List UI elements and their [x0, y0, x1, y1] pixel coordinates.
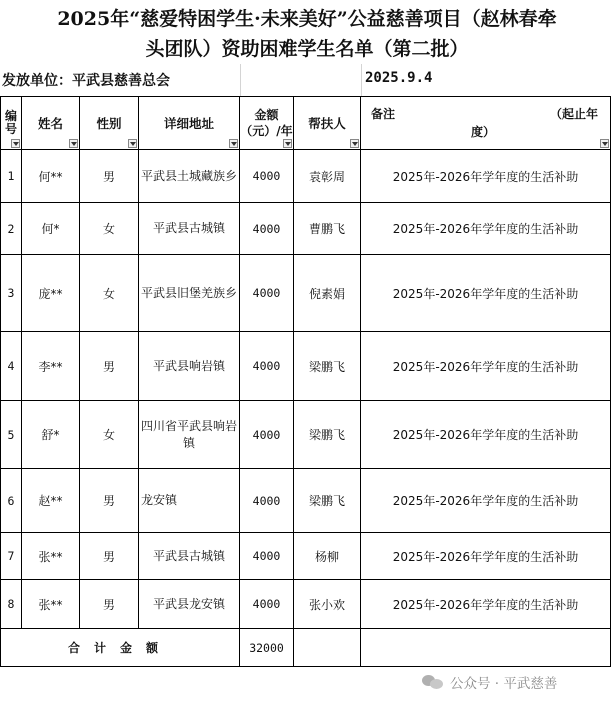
student-address: 龙安镇 — [139, 469, 240, 533]
title-line-2: 头团队）资助困难学生名单（第二批） — [145, 38, 469, 60]
header-gender[interactable] — [80, 97, 139, 150]
header-name-label: 姓名 — [37, 116, 63, 131]
grid-line — [361, 64, 362, 96]
student-gender: 女 — [80, 203, 139, 255]
aid-amount: 4000 — [240, 203, 294, 255]
helper-name: 杨柳 — [294, 533, 361, 580]
table-row — [1, 255, 611, 332]
helper-name: 曹鹏飞 — [294, 203, 361, 255]
table-row — [1, 332, 611, 401]
student-address: 平武县旧堡羌族乡 — [139, 255, 240, 332]
aid-amount: 4000 — [240, 332, 294, 401]
student-gender: 男 — [80, 533, 139, 580]
student-name: 张** — [22, 533, 80, 580]
wechat-icon — [422, 675, 444, 689]
watermark — [422, 672, 557, 692]
helper-name: 张小欢 — [294, 580, 361, 629]
header-address-label: 详细地址 — [163, 116, 214, 131]
student-gender: 男 — [80, 332, 139, 401]
filter-dropdown-icon[interactable] — [11, 139, 20, 148]
document-title — [0, 4, 614, 64]
aid-amount: 4000 — [240, 580, 294, 629]
header-remark[interactable] — [361, 97, 611, 150]
helper-name: 梁鹏飞 — [294, 469, 361, 533]
header-no[interactable] — [1, 97, 22, 150]
watermark-text: 公众号 · 平武慈善 — [450, 676, 558, 692]
aid-amount: 4000 — [240, 255, 294, 332]
remark-text: 2025年-2026年学年度的生活补助 — [361, 401, 611, 469]
remark-text: 2025年-2026年学年度的生活补助 — [361, 203, 611, 255]
header-remark-range: （起止年 — [549, 107, 598, 121]
total-helper-cell — [294, 629, 361, 667]
student-name: 何** — [22, 150, 80, 203]
student-address: 四川省平武县响岩镇 — [139, 401, 240, 469]
helper-name: 梁鹏飞 — [294, 401, 361, 469]
remark-text: 2025年-2026年学年度的生活补助 — [361, 332, 611, 401]
student-gender: 男 — [80, 150, 139, 203]
student-name: 庞** — [22, 255, 80, 332]
header-name[interactable] — [22, 97, 80, 150]
filter-dropdown-icon[interactable] — [600, 139, 609, 148]
row-number: 5 — [1, 401, 22, 469]
total-remark-cell — [361, 629, 611, 667]
student-name: 舒* — [22, 401, 80, 469]
issuer-label: 发放单位：平武县慈善总会 — [2, 73, 170, 89]
student-name: 何* — [22, 203, 80, 255]
remark-text: 2025年-2026年学年度的生活补助 — [361, 533, 611, 580]
student-gender: 男 — [80, 580, 139, 629]
table-row — [1, 150, 611, 203]
aid-amount: 4000 — [240, 401, 294, 469]
filter-dropdown-icon[interactable] — [229, 139, 238, 148]
remark-text: 2025年-2026年学年度的生活补助 — [361, 580, 611, 629]
table-row — [1, 203, 611, 255]
row-number: 6 — [1, 469, 22, 533]
remark-text: 2025年-2026年学年度的生活补助 — [361, 255, 611, 332]
helper-name: 袁彰周 — [294, 150, 361, 203]
row-number: 4 — [1, 332, 22, 401]
student-address: 平武县古城镇 — [139, 203, 240, 255]
student-gender: 男 — [80, 469, 139, 533]
student-name: 李** — [22, 332, 80, 401]
header-remark-range-end: 度） — [471, 125, 496, 139]
student-name: 赵** — [22, 469, 80, 533]
header-row — [1, 97, 611, 150]
table-row — [1, 401, 611, 469]
header-amount[interactable] — [240, 97, 294, 150]
table-row — [1, 533, 611, 580]
aid-amount: 4000 — [240, 469, 294, 533]
header-no-label: 编号 — [4, 109, 17, 136]
total-label-cell — [1, 629, 240, 667]
header-helper[interactable] — [294, 97, 361, 150]
row-number: 7 — [1, 533, 22, 580]
helper-name: 梁鹏飞 — [294, 332, 361, 401]
student-address: 平武县古城镇 — [139, 533, 240, 580]
table-row — [1, 469, 611, 533]
student-gender: 女 — [80, 401, 139, 469]
header-remark-label: 备注 — [371, 107, 396, 121]
row-number: 1 — [1, 150, 22, 203]
row-number: 3 — [1, 255, 22, 332]
filter-dropdown-icon[interactable] — [128, 139, 137, 148]
header-gender-label: 性别 — [96, 116, 122, 131]
remark-text: 2025年-2026年学年度的生活补助 — [361, 150, 611, 203]
grid-line — [240, 64, 241, 96]
student-address: 平武县土城藏族乡 — [139, 150, 240, 203]
header-helper-label: 帮扶人 — [308, 116, 346, 131]
row-number: 2 — [1, 203, 22, 255]
header-amount-label: 金额（元）/年 — [240, 108, 293, 138]
student-name: 张** — [22, 580, 80, 629]
total-amount: 32000 — [240, 629, 294, 667]
filter-dropdown-icon[interactable] — [283, 139, 292, 148]
header-address[interactable] — [139, 97, 240, 150]
aid-amount: 4000 — [240, 150, 294, 203]
table-row — [1, 580, 611, 629]
student-address: 平武县龙安镇 — [139, 580, 240, 629]
row-number: 8 — [1, 580, 22, 629]
remark-text: 2025年-2026年学年度的生活补助 — [361, 469, 611, 533]
filter-dropdown-icon[interactable] — [350, 139, 359, 148]
title-line-1: 2025年“慈爱特困学生·未来美好”公益慈善项目（赵林春牵 — [57, 8, 557, 30]
aid-amount: 4000 — [240, 533, 294, 580]
student-list-table — [0, 96, 611, 667]
issue-date: 2025.9.4 — [365, 70, 433, 86]
total-label: 合计金额 — [67, 641, 172, 655]
student-gender: 女 — [80, 255, 139, 332]
student-address: 平武县响岩镇 — [139, 332, 240, 401]
helper-name: 倪素娟 — [294, 255, 361, 332]
filter-dropdown-icon[interactable] — [69, 139, 78, 148]
total-row — [1, 629, 611, 667]
